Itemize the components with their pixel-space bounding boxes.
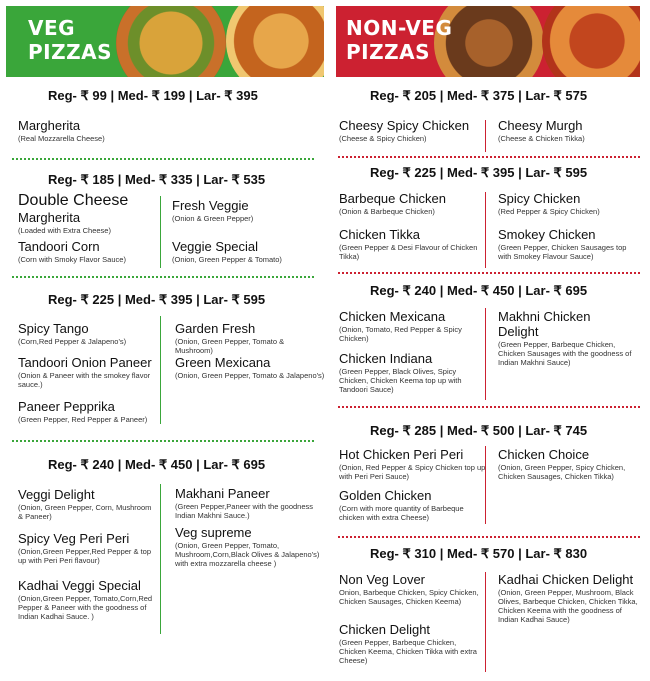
menu-item (18, 399, 158, 424)
price-row: Reg- ₹ 205 | Med- ₹ 375 | Lar- ₹ 575 (370, 88, 588, 103)
item-name: Non Veg Lover (339, 572, 426, 587)
menu-item (18, 192, 158, 235)
price-row: Reg- ₹ 225 | Med- ₹ 395 | Lar- ₹ 595 (48, 292, 266, 307)
item-desc: (Onion, Tomato, Red Pepper & Spicy Chicken) (339, 325, 462, 343)
item-name: Fresh Veggie (172, 198, 249, 213)
item-desc: (Green Pepper, Barbeque Chicken, Chicken Keema, Chicken Tikka with extra Cheese) (339, 638, 477, 665)
item-desc: (Loaded with Extra Cheese) (18, 226, 111, 235)
menu-item (339, 572, 484, 606)
divider (12, 440, 314, 442)
menu-item (18, 239, 158, 264)
item-desc: (Green Pepper, Red Pepper & Paneer) (18, 415, 148, 424)
item-desc: (Onion, Red Pepper & Spicy Chicken top up with Peri Peri Sauce) (339, 463, 486, 481)
nonveg-banner-title: NON-VEG PIZZAS (346, 16, 453, 64)
item-desc: (Cheese & Spicy Chicken) (339, 134, 427, 143)
price-row: Reg- ₹ 310 | Med- ₹ 570 | Lar- ₹ 830 (370, 546, 588, 561)
menu-item (175, 355, 325, 380)
item-desc: (Green Pepper, Black Olives, Spicy Chicken, Chicken Keema top up with Tandoori Sauce) (339, 367, 462, 394)
item-desc: (Onion, Green Pepper, Mushroom, Black Olives, Barbeque Chicken, Chicken Tikka, Chicken Keema with the goodness of Indian Kadhai Sauce) (498, 588, 638, 624)
menu-item (175, 525, 320, 568)
item-name: Paneer Pepprika (18, 399, 115, 414)
item-desc: (Green Pepper, Barbeque Chicken, Chicken Sausages with the goodness of Indian Makhni Sauce) (498, 340, 632, 367)
item-desc: Onion, Barbeque Chicken, Spicy Chicken, Chicken Sausages, Chicken Keema) (339, 588, 479, 606)
item-name: Spicy Veg Peri Peri (18, 531, 130, 546)
menu-item (339, 351, 479, 394)
column-divider (485, 572, 486, 672)
divider (338, 156, 640, 158)
item-name: Chicken Choice (498, 447, 590, 462)
item-name: Veggie Special (172, 239, 259, 254)
item-desc: (Onion, Green Pepper, Tomato, Mushroom,Corn,Black Olives & Jalapeno's) with extra mozzarella cheese ) (175, 541, 320, 568)
item-name: Tandoori Onion Paneer (18, 355, 152, 370)
column-divider (160, 484, 161, 634)
menu-item (339, 191, 487, 216)
veg-banner-title: VEG PIZZAS (28, 16, 112, 64)
price-row: Reg- ₹ 185 | Med- ₹ 335 | Lar- ₹ 535 (48, 172, 266, 187)
price-row: Reg- ₹ 240 | Med- ₹ 450 | Lar- ₹ 695 (370, 283, 588, 298)
item-name: Tandoori Corn (18, 239, 100, 254)
price-row: Reg- ₹ 225 | Med- ₹ 395 | Lar- ₹ 595 (370, 165, 588, 180)
menu-item (339, 118, 487, 143)
item-name: Kadhai Veggi Special (18, 578, 141, 593)
menu-item (339, 227, 479, 261)
item-name-line2: Margherita (18, 210, 81, 225)
item-name: Chicken Delight (339, 622, 431, 637)
item-desc: (Onion, Green Pepper, Tomato & Mushroom) (175, 337, 285, 355)
item-name: Smokey Chicken (498, 227, 596, 242)
menu-item (175, 321, 315, 355)
item-name: Chicken Mexicana (339, 309, 446, 324)
price-row: Reg- ₹ 240 | Med- ₹ 450 | Lar- ₹ 695 (48, 457, 266, 472)
item-name: Cheesy Murgh (498, 118, 583, 133)
item-desc: (Cheese & Chicken Tikka) (498, 134, 585, 143)
item-name: Garden Fresh (175, 321, 256, 336)
item-desc: (Green Pepper, Chicken Sausages top with Smokey Flavour Sauce) (498, 243, 627, 261)
divider (338, 536, 640, 538)
item-desc: (Onion & Paneer with the smokey flavor sauce.) (18, 371, 151, 389)
item-desc: (Real Mozzarella Cheese) (18, 134, 105, 143)
menu-item (18, 578, 158, 621)
item-desc: (Green Pepper & Desi Flavour of Chicken Tikka) (339, 243, 478, 261)
divider (338, 272, 640, 274)
column-divider (160, 196, 161, 268)
item-name: Barbeque Chicken (339, 191, 446, 206)
item-name: Spicy Tango (18, 321, 89, 336)
column-divider (485, 192, 486, 268)
pizza-image (542, 6, 640, 77)
menu-item (172, 198, 312, 223)
item-desc: (Onion & Barbeque Chicken) (339, 207, 435, 216)
menu-item (498, 118, 638, 143)
price-row: Reg- ₹ 285 | Med- ₹ 500 | Lar- ₹ 745 (370, 423, 588, 438)
menu-item (175, 486, 315, 520)
item-name: Golden Chicken (339, 488, 432, 503)
item-desc: (Red Pepper & Spicy Chicken) (498, 207, 600, 216)
item-name: Cheesy Spicy Chicken (339, 118, 470, 133)
divider (12, 158, 314, 160)
item-desc: (Onion,Green Pepper, Tomato,Corn,Red Pepper & Paneer with the goodness of Indian Kadhai Sauce. ) (18, 594, 153, 621)
item-desc: (Corn,Red Pepper & Jalapeno's) (18, 337, 127, 346)
menu-item (339, 309, 479, 343)
column-divider (485, 446, 486, 524)
item-desc: (Onion & Green Pepper) (172, 214, 254, 223)
column-divider (160, 316, 161, 424)
menu-item (498, 447, 638, 481)
menu-item (18, 531, 158, 565)
item-name: Margherita (18, 118, 81, 133)
menu-item (339, 622, 479, 665)
menu-item (18, 355, 158, 389)
item-name: Green Mexicana (175, 355, 271, 370)
column-divider (485, 308, 486, 400)
item-name: Veggi Delight (18, 487, 95, 502)
menu-item (498, 572, 643, 624)
item-name: Makhani Paneer (175, 486, 270, 501)
item-desc: (Onion, Green Pepper, Tomato & Jalapeno's) (175, 371, 325, 380)
menu-item (498, 227, 638, 261)
pizza-image (226, 6, 324, 77)
item-desc: (Corn with more quantity of Barbeque chicken with extra Cheese) (339, 504, 464, 522)
item-name: Veg supreme (175, 525, 252, 540)
item-desc: (Corn with Smoky Flavor Sauce) (18, 255, 126, 264)
item-name: Spicy Chicken (498, 191, 581, 206)
nonveg-banner (336, 6, 640, 77)
divider (12, 276, 314, 278)
menu-item (339, 488, 484, 522)
pizza-image (116, 6, 226, 77)
menu-item (18, 321, 158, 346)
menu-item (18, 487, 158, 521)
item-name: Double Cheese (18, 192, 129, 209)
item-desc: (Onion, Green Pepper & Tomato) (172, 255, 282, 264)
menu-item (339, 447, 487, 481)
divider (338, 406, 640, 408)
menu-item (498, 191, 638, 216)
veg-banner (6, 6, 324, 77)
item-desc: (Onion, Green Pepper, Corn, Mushroom & Paneer) (18, 503, 152, 521)
item-desc: (Onion,Green Pepper,Red Pepper & top up with Peri Peri flavour) (18, 547, 152, 565)
item-name: Kadhai Chicken Delight (498, 572, 634, 587)
item-name-line2: Delight (498, 324, 539, 339)
item-desc: (Onion, Green Pepper, Spicy Chicken, Chicken Sausages, Chicken Tikka) (498, 463, 626, 481)
menu-item (498, 309, 638, 367)
price-row: Reg- ₹ 99 | Med- ₹ 199 | Lar- ₹ 395 (48, 88, 258, 103)
column-divider (485, 120, 486, 152)
menu-item (18, 118, 308, 143)
menu-item (172, 239, 312, 264)
item-name: Chicken Indiana (339, 351, 433, 366)
item-desc: (Green Pepper,Paneer with the goodness Indian Makhni Sauce.) (175, 502, 314, 520)
item-name: Hot Chicken Peri Peri (339, 447, 464, 462)
item-name: Makhni Chicken (498, 309, 591, 324)
item-name: Chicken Tikka (339, 227, 420, 242)
